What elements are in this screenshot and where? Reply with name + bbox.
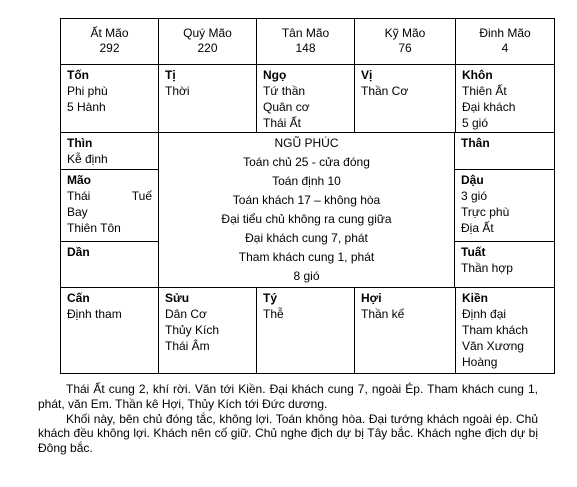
palace-than [455,132,554,169]
palace-line: Thần kế [361,307,405,321]
palace-line: 3 gió [461,189,488,203]
palace-title: Dần [67,245,90,259]
palace-title: Tý [263,291,278,305]
palace-line: Văn Xương [462,339,524,353]
palace-title: Thân [461,136,490,150]
palace-line-split [67,188,158,204]
palace-line: Quân cơ [263,100,310,114]
palace-hoi [354,287,455,373]
header-cell [256,19,354,64]
header-value: 4 [501,41,509,55]
palace-thin [61,132,158,169]
palace-line: Bay [67,205,88,219]
palace-title: Tị [165,68,176,82]
palace-dau [455,169,554,241]
header-name: Ất Mão [90,26,129,40]
palace-line: Thiên Tôn [67,221,121,235]
palace-line: Dân Cơ [165,307,207,321]
palace-line: Thái Âm [165,339,210,353]
center-title: NGŨ PHÚC [274,136,339,150]
palace-title: Mão [67,173,91,187]
palace-line: Thủy Kích [165,323,220,337]
commentary-paragraph: Thái Ất cung 2, khí rời. Văn tới Kiền. Đại khách cung 7, ngoài Ép. Tham khách cung 1, phát, văn Em. Thần kê Hợi, Thủy Kích tới Đức dương. [38,382,538,411]
header-name: Đinh Mão [479,26,531,40]
palace-title: Dậu [461,173,484,187]
palace-khon [455,64,554,132]
palace-mao [61,169,158,241]
header-value: 292 [99,41,120,55]
header-cell [61,19,158,64]
header-name: Tân Mão [281,26,330,40]
center-line: 8 gió [293,269,320,283]
palace-ngo [256,64,354,132]
header-cell [158,19,256,64]
palace-line: Đại khách [462,100,516,114]
palace-line: Thiên Ất [462,84,507,98]
palace-line: Hoàng [462,355,498,369]
center-line: Đại tiểu chủ không ra cung giữa [221,212,392,226]
palace-line: 5 gió [462,116,489,130]
palace-title: Hợi [361,291,382,305]
palace-suu [158,287,256,373]
palace-title: Tuất [461,245,486,259]
palace-line: Thái [67,189,91,203]
palace-title: Ngọ [263,68,287,82]
header-value: 76 [398,41,412,55]
palace-ti [158,64,256,132]
palace-line: Thái Ất [263,116,302,130]
center-line: Toán khách 17 – không hòa [232,193,381,207]
palace-title: Sửu [165,291,190,305]
palace-line: Địa Ất [461,221,494,235]
palace-line: Tứ thần [263,84,306,98]
palace-line: Thễ [263,307,284,321]
header-value: 148 [295,41,316,55]
palace-kien [455,287,554,373]
palace-line: Định đại [462,307,507,321]
palace-ton [61,64,158,132]
palace-title: Vị [361,68,373,82]
palace-tuat [455,241,554,287]
center-line: Tham khách cung 1, phát [238,250,375,264]
palace-line: Tuế [131,189,152,203]
header-name: Quý Mão [183,26,232,40]
center-line: Toán định 10 [272,174,341,188]
palace-line: Thần hợp [461,261,513,275]
header-name: Kỹ Mão [384,26,426,40]
center-palace [158,132,455,287]
palace-line: 5 Hành [67,100,106,114]
palace-title: Cấn [67,291,90,305]
header-cell [455,19,554,64]
palace-vi [354,64,455,132]
palace-line: Phi phù [67,84,108,98]
header-cell [354,19,455,64]
palace-dan [61,241,158,287]
palace-title: Thìn [67,136,93,150]
header-value: 220 [197,41,218,55]
palace-title: Kiền [462,291,489,305]
palace-line: Định tham [67,307,122,321]
palace-ty [256,287,354,373]
palace-grid [60,18,555,374]
palace-line: Tham khách [462,323,529,337]
palace-line: Thời [165,84,190,98]
palace-can [61,287,158,373]
palace-title: Tốn [67,68,89,82]
palace-title: Khôn [462,68,493,82]
palace-line: Trực phù [461,205,510,219]
commentary [38,382,538,456]
palace-line: Kễ định [67,152,108,166]
center-line: Đại khách cung 7, phát [245,231,368,245]
palace-line: Thần Cơ [361,84,409,98]
center-line: Toán chủ 25 - cửa đóng [243,155,370,169]
commentary-paragraph: Khối này, bên chủ đóng tắc, không lợi. Toán không hòa. Đại tướng khách ngoài ép. Chủ khách đều không lợi. Khách nên cố giữ. Chủ nghe địch dự bị Tây bắc. Khách nghe địch dự bị Đông bắc. [38,411,538,456]
